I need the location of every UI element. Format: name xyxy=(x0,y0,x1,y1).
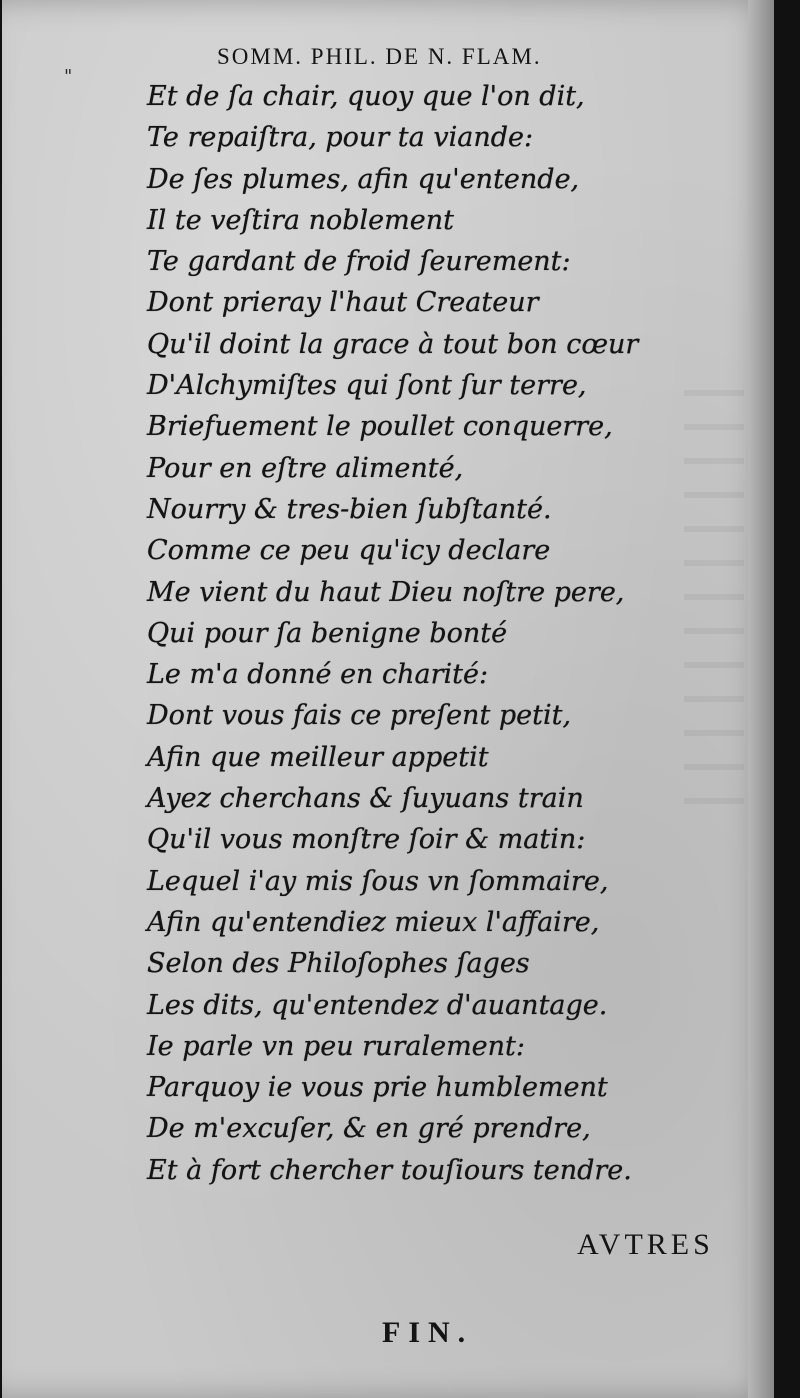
verse-line: Et de ſa chair, quoy que l'on dit, xyxy=(147,81,585,112)
verse-block xyxy=(147,76,707,1191)
verse-line: Les dits, qu'entendez d'auantage. xyxy=(147,989,608,1021)
verse-line: De m'excuſer, & en gré prendre, xyxy=(147,1113,591,1145)
verse-line: Le m'a donné en charité: xyxy=(147,659,489,691)
running-head: SOMM. PHIL. DE N. FLAM. xyxy=(217,44,542,69)
verse-line: Afin qu'entendiez mieux l'affaire, xyxy=(147,906,600,938)
verse-line: Qu'il doint la grace à tout bon cœur xyxy=(147,328,639,360)
verse-line: Briefuement le poullet conquerre, xyxy=(147,411,613,443)
verse-line: Ayez cherchans & ſuyuans train xyxy=(147,783,584,815)
verse-line: Comme ce peu qu'icy declare xyxy=(147,535,551,567)
verse-line: Pour en eſtre alimenté, xyxy=(147,452,464,484)
verse-line: Et à fort chercher touſiours tendre. xyxy=(147,1154,632,1186)
verse-line: Te repaiſtra, pour ta viande: xyxy=(147,122,534,154)
verse-line: Ie parle vn peu ruralement: xyxy=(147,1030,525,1062)
verse-line: Selon des Philoſophes ſages xyxy=(147,948,530,980)
margin-mark: " xyxy=(64,66,73,87)
verse-line: D'Alchymiſtes qui ſont ſur terre, xyxy=(147,370,587,402)
verse-line: Dont prieray l'haut Createur xyxy=(147,287,539,319)
verse-line: Qu'il vous monſtre ſoir & matin: xyxy=(147,824,586,856)
verse-line: Qui pour ſa benigne bonté xyxy=(147,617,508,649)
fin-mark: FIN. xyxy=(382,1316,474,1349)
catchword: AVTRES xyxy=(577,1228,714,1261)
verse-line: De ſes plumes, afin qu'entende, xyxy=(147,163,580,195)
verse-line: Afin que meilleur appetit xyxy=(147,741,489,773)
verse-line: Nourry & tres-bien ſubſtanté. xyxy=(147,493,552,525)
verse-line: Il te veſtira noblement xyxy=(147,204,454,236)
verse-line: Lequel i'ay mis ſous vn ſommaire, xyxy=(147,865,609,897)
verse-line: Me vient du haut Dieu noſtre pere, xyxy=(147,576,625,608)
paper-sheet xyxy=(2,0,774,1398)
verse-line: Parquoy ie vous prie humblement xyxy=(147,1072,608,1104)
page-gutter-edge xyxy=(748,0,774,1398)
verse-line: Te gardant de froid ſeurement: xyxy=(147,246,571,278)
verse-line: Dont vous fais ce preſent petit, xyxy=(147,700,572,732)
